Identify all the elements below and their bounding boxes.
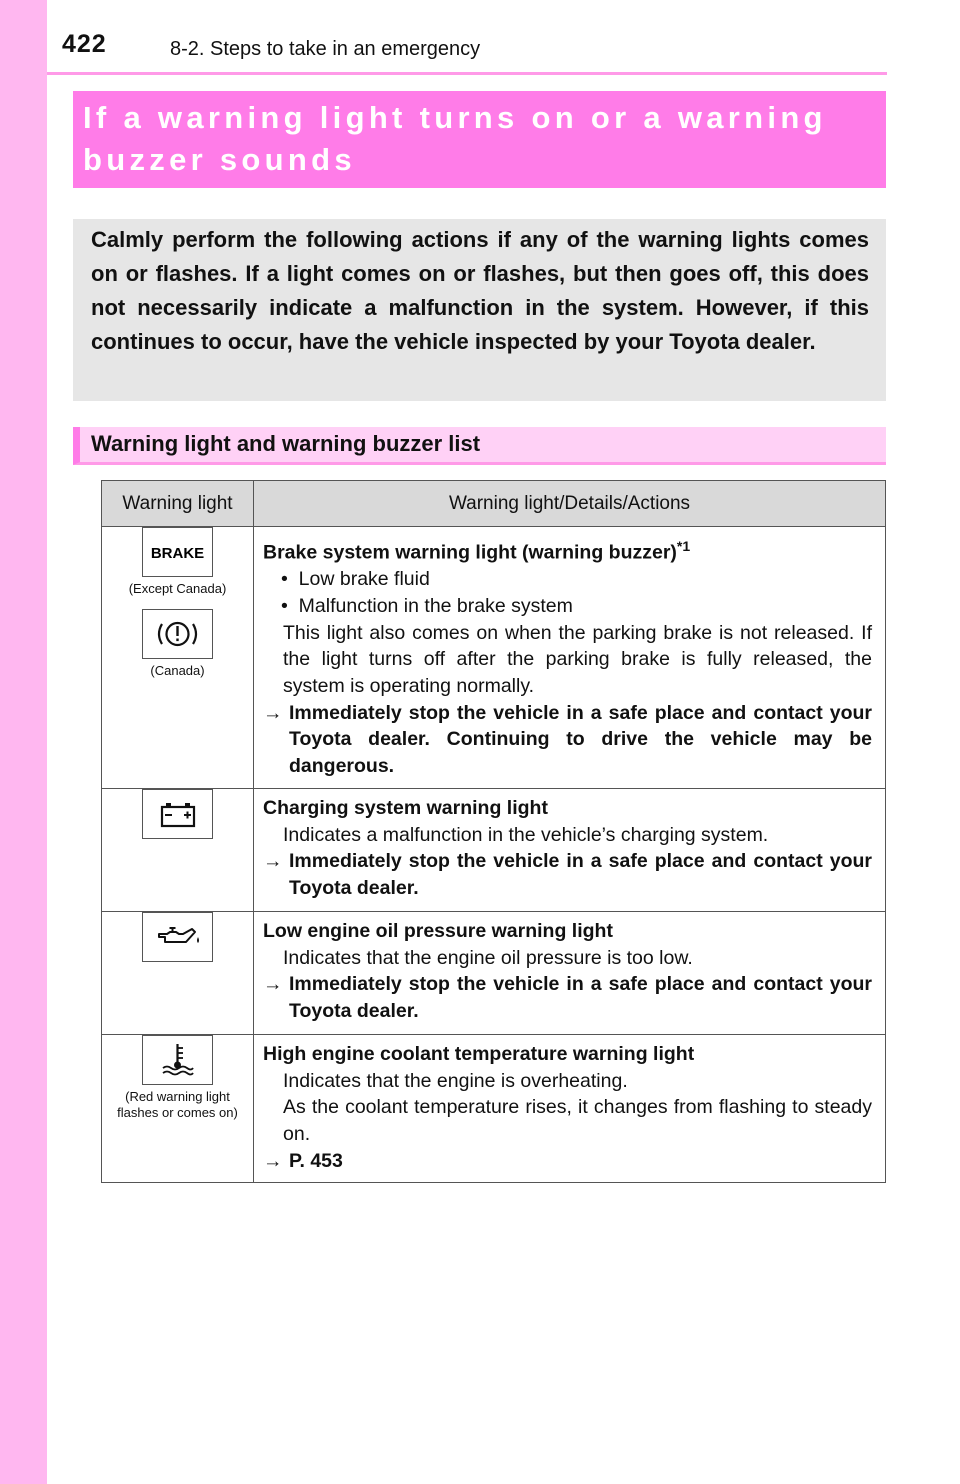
details-cell [254,1034,886,1183]
oil-can-icon [142,912,213,962]
action-label: Immediately stop the vehicle in a safe place and contact your Toyota dealer. [289,973,872,1022]
icon-caption: (Canada) [150,663,205,678]
bullet-text: Low brake fluid [298,568,430,591]
warning-title: Charging system warning light [263,796,548,819]
table-row [102,911,886,1034]
warning-title: High engine coolant temperature warning light [263,1042,695,1065]
detail-text: Indicates a malfunction in the vehicle’s charging system. [283,823,769,846]
arrow-icon: → [263,973,283,996]
detail-text: Indicates that the engine is overheating. [283,1069,628,1092]
warning-title: Low engine oil pressure warning light [263,919,613,942]
warning-light-cell [102,788,254,911]
table-row [102,1034,886,1183]
header-divider [47,72,887,75]
section-header: 8-2. Steps to take in an emergency [170,38,481,60]
detail-text: As the coolant temperature rises, it changes from flashing to steady on. [283,1096,872,1145]
page-title-line-1: If a warning light turns on or a warning [83,100,827,135]
icon-caption: (Red warning light flashes or comes on) [117,1088,238,1120]
warning-light-cell [102,911,254,1034]
icon-caption: (Except Canada) [128,581,227,596]
battery-icon [142,789,213,839]
table-header-row [102,481,886,527]
column-header-warning-light: Warning light [102,481,254,527]
detail-text: Indicates that the engine oil pressure is too low. [283,946,693,969]
page-sidebar-tab [0,0,47,1484]
warning-light-table [101,480,886,1183]
section-subheading: Warning light and warning buzzer list [73,427,886,465]
page-reference-link[interactable]: P. 453 [289,1149,343,1172]
column-header-details: Warning light/Details/Actions [254,481,886,527]
coolant-temperature-icon [142,1035,213,1085]
details-cell [254,527,886,789]
arrow-icon: → [263,701,283,724]
intro-paragraph: Calmly perform the following actions if any of the warning lights comes on or flashes. If a light comes on or flashes, but then goes off, this does not necessarily indicate a malfunction in the system. However, if this continues to occur, have the vehicle inspected by your Toyota dealer. [73,219,886,401]
action-text [263,971,872,1024]
table-row [102,527,886,789]
list-item: • Low brake fluid [281,568,430,591]
detail-text: This light also comes on when the parking brake is not released. If the light turns off after the parking brake is fully released, the system is operating normally. [283,621,872,698]
page-title [73,91,886,188]
page-title-line-2: buzzer sounds [83,142,356,177]
brake-icon [142,527,213,577]
action-text [263,848,872,901]
warning-title [263,533,872,566]
action-label: Immediately stop the vehicle in a safe place and contact your Toyota dealer. [289,850,872,899]
action-text [263,1148,872,1175]
action-text [263,700,872,780]
details-cell [254,911,886,1034]
table-row [102,788,886,911]
page-number: 422 [62,30,107,58]
warning-title-text: Brake system warning light (warning buzzer) [263,541,677,564]
brake-circle-exclamation-icon [142,609,213,659]
arrow-icon: → [263,1149,283,1172]
footnote-marker: *1 [676,538,691,554]
list-item: • Malfunction in the brake system [281,594,573,617]
svg-text:BRAKE: BRAKE [150,545,205,562]
details-cell [254,788,886,911]
action-label: Immediately stop the vehicle in a safe place and contact your Toyota dealer. Continuing to drive the vehicle may be dangerous. [289,701,872,778]
warning-light-cell [102,1034,254,1183]
bullet-text: Malfunction in the brake system [298,594,573,617]
arrow-icon: → [263,850,283,873]
warning-light-cell [102,527,254,789]
